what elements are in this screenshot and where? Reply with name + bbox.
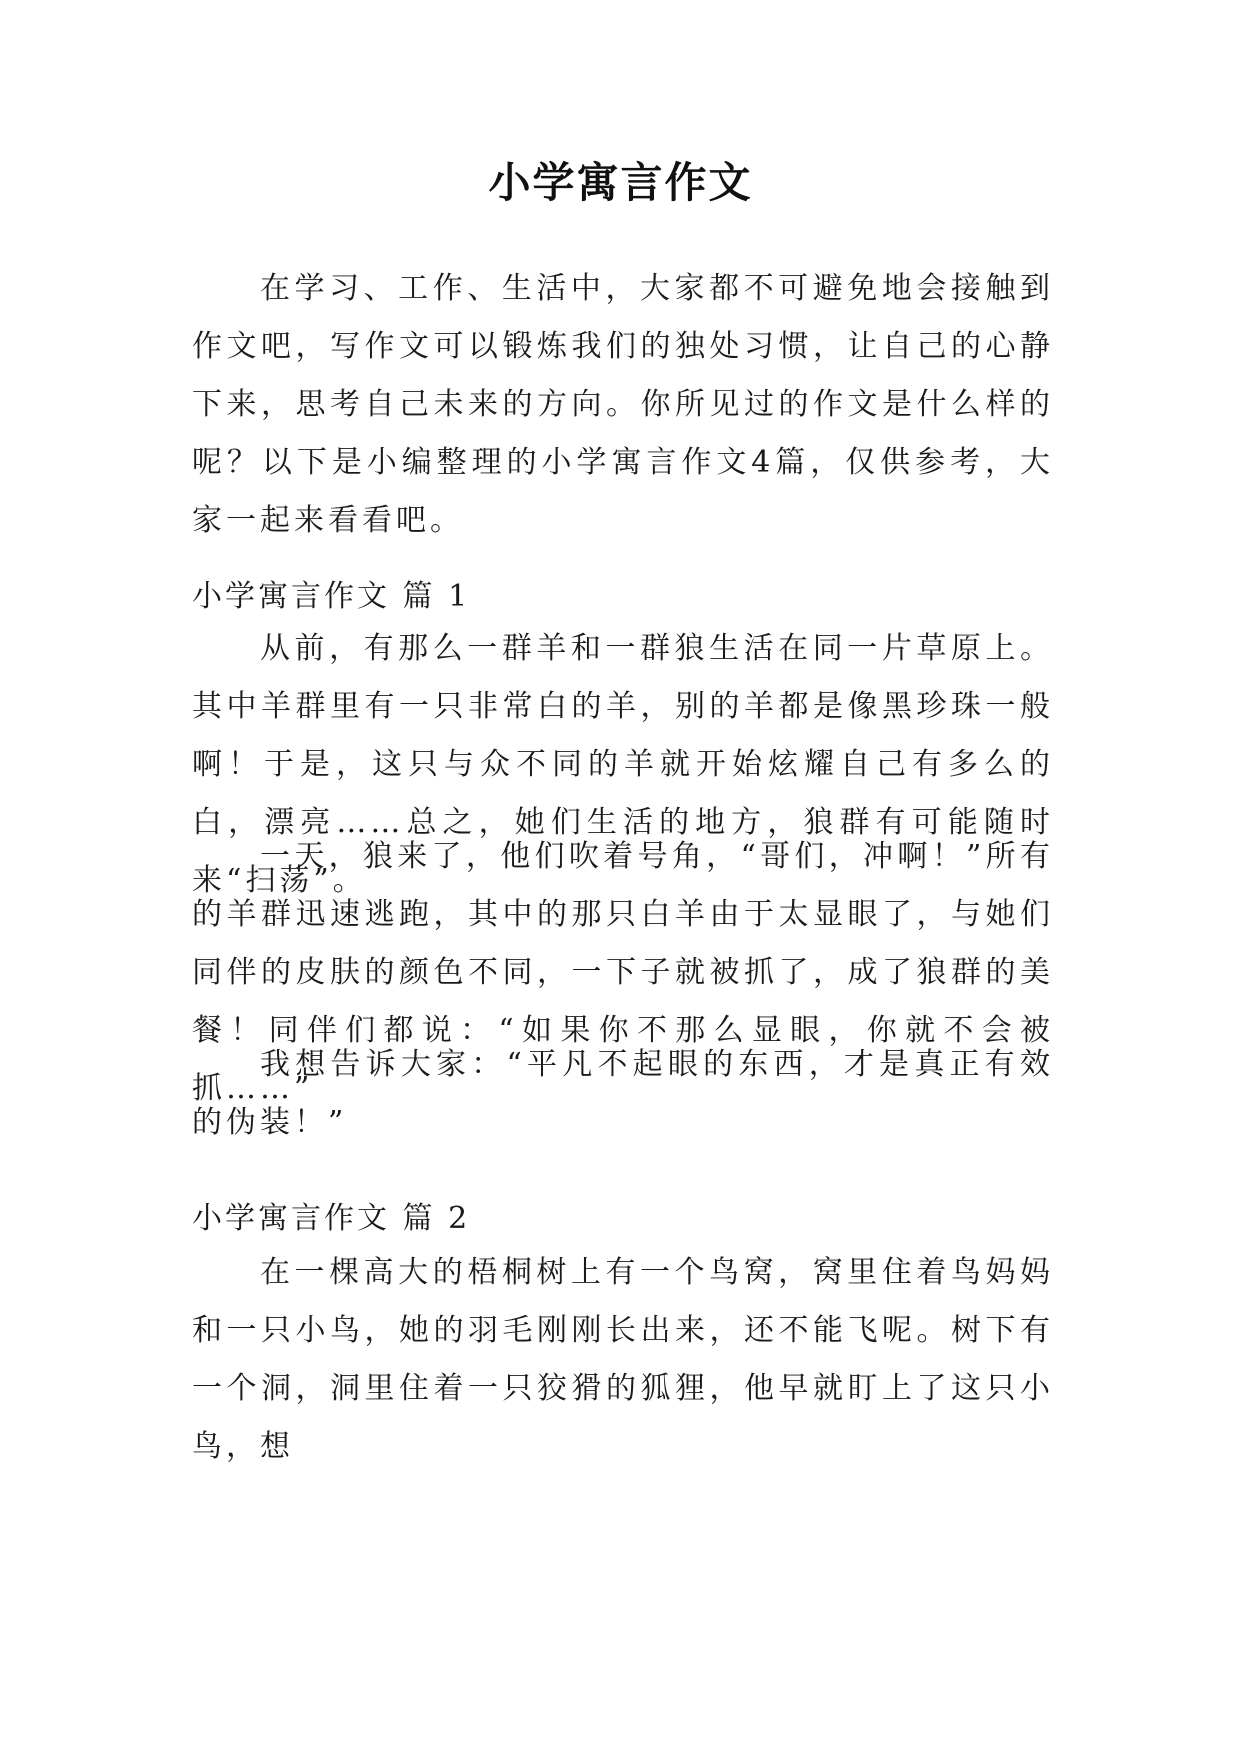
section-2-heading: 小学寓言作文 篇 2 [192,1201,471,1236]
section-1-paragraph-2: 一天，狼来了，他们吹着号角，“哥们，冲啊！”所有的羊群迅速逃跑，其中的那只白羊由于太显眼了，与她们同伴的皮肤的颜色不同，一下子就被抓了，成了狼群的美餐！同伴们都说：“如果你不那么显眼，你就不会被抓……” [192,839,1054,1106]
section-1-paragraph-3: 我想告诉大家：“平凡不起眼的东西，才是真正有效的伪装！” [192,1047,1054,1140]
section-1-heading: 小学寓言作文 篇 1 [192,579,471,614]
intro-paragraph: 在学习、工作、生活中，大家都不可避免地会接触到作文吧，写作文可以锻炼我们的独处习惯，让自己的心静下来，思考自己未来的方向。你所见过的作文是什么样的呢？以下是小编整理的小学寓言作文4篇，仅供参考，大家一起来看看吧。 [192,271,1054,538]
section-2-paragraph-1: 在一棵高大的梧桐树上有一个鸟窝，窝里住着鸟妈妈和一只小鸟，她的羽毛刚刚长出来，还不能飞呢。树下有一个洞，洞里住着一只狡猾的狐狸，他早就盯上了这只小鸟，想 [192,1255,1054,1464]
document-title: 小学寓言作文 [488,158,753,207]
section-1-paragraph-1: 从前，有那么一群羊和一群狼生活在同一片草原上。其中羊群里有一只非常白的羊，别的羊都是像黑珍珠一般啊！于是，这只与众不同的羊就开始炫耀自己有多么的白，漂亮……总之，她们生活的地方，狼群有可能随时来“扫荡”。 [192,631,1054,898]
